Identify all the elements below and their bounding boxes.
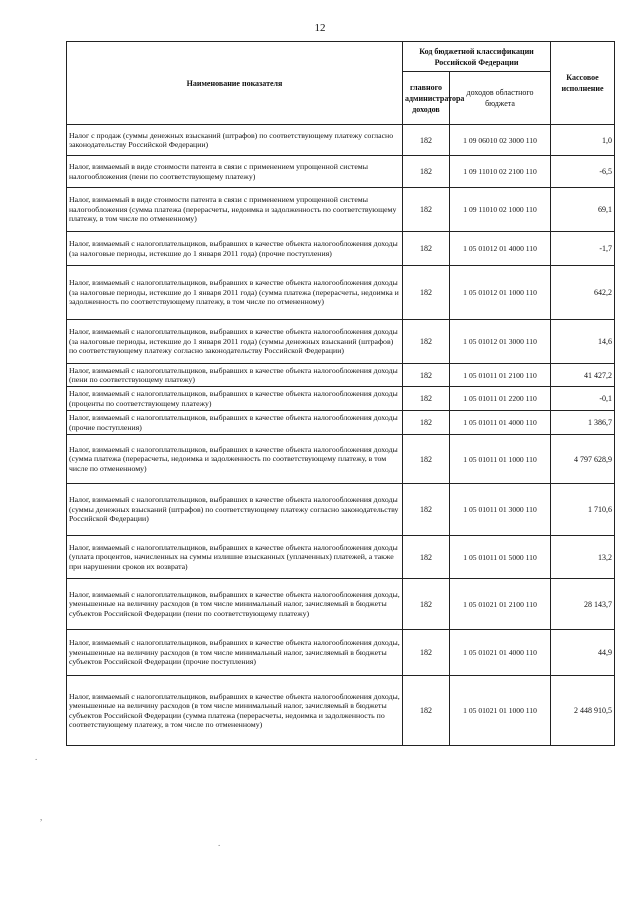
row-sum-cell: 28 143,7 [551,579,615,630]
row-admin-cell: 182 [403,364,450,387]
scan-mark: , [40,812,43,822]
row-code-cell: 1 05 01011 01 2100 110 [450,364,551,387]
row-sum-cell: 14,6 [551,320,615,364]
scan-mark: . [35,752,38,762]
row-code-cell: 1 05 01021 01 1000 110 [450,676,551,746]
table-row [67,484,615,536]
row-name-cell: Налог, взимаемый с налогоплательщиков, выбравших в качестве объекта налогообложения доходы (прочие поступления) [67,411,403,435]
row-sum-cell: 44,9 [551,630,615,676]
header-name: Наименование показателя [67,42,403,125]
row-code-cell: 1 05 01012 01 1000 110 [450,266,551,320]
row-admin-cell: 182 [403,188,450,232]
table-body [67,125,615,746]
row-sum-cell: 1 386,7 [551,411,615,435]
row-name-cell: Налог, взимаемый с налогоплательщиков, выбравших в качестве объекта налогообложения доходы (уплата процентов, начисленных на суммы излишне взысканных (уплаченных) платежей, а также при нарушении сроков их возврата) [67,536,403,579]
row-code-cell: 1 09 11010 02 1000 110 [450,188,551,232]
table-row [67,266,615,320]
row-name-cell: Налог, взимаемый с налогоплательщиков, выбравших в качестве объекта налогообложения доходы (за налоговые периоды, истекшие до 1 января 2011 года) (суммы денежных взысканий (штрафов) по соответствующему платежу согласно законодательству Российской Федерации) [67,320,403,364]
table-row [67,676,615,746]
row-sum-cell: -6,5 [551,156,615,188]
row-admin-cell: 182 [403,232,450,266]
row-sum-cell: 1 710,6 [551,484,615,536]
row-code-cell: 1 05 01011 01 1000 110 [450,435,551,484]
budget-table [66,41,615,746]
row-name-cell: Налог, взимаемый в виде стоимости патента в связи с применением упрощенной системы налогообложения (пени по соответствующему платежу) [67,156,403,188]
row-sum-cell: 13,2 [551,536,615,579]
row-code-cell: 1 05 01012 01 3000 110 [450,320,551,364]
row-admin-cell: 182 [403,484,450,536]
table-row [67,630,615,676]
row-admin-cell: 182 [403,435,450,484]
row-code-cell: 1 09 11010 02 2100 110 [450,156,551,188]
row-code-cell: 1 05 01021 01 4000 110 [450,630,551,676]
row-code-cell: 1 09 06010 02 3000 110 [450,125,551,156]
row-sum-cell: 1,0 [551,125,615,156]
row-admin-cell: 182 [403,536,450,579]
row-code-cell: 1 05 01011 01 5000 110 [450,536,551,579]
row-name-cell: Налог, взимаемый с налогоплательщиков, выбравших в качестве объекта налогообложения доходы (пени по соответствующему платежу) [67,364,403,387]
table-row [67,387,615,411]
row-admin-cell: 182 [403,676,450,746]
row-admin-cell: 182 [403,387,450,411]
row-admin-cell: 182 [403,630,450,676]
row-admin-cell: 182 [403,579,450,630]
row-name-cell: Налог, взимаемый с налогоплательщиков, выбравших в качестве объекта налогообложения доходы, уменьшенные на величину расходов (в том числе минимальный налог, зачисляемый в бюджеты субъектов Российской Федерации (сумма платежа (перерасчеты, недоимка и задолженность по соответствующему платежу, в том числе по отмененному) [67,676,403,746]
row-sum-cell: 2 448 910,5 [551,676,615,746]
row-sum-cell: -1,7 [551,232,615,266]
row-code-cell: 1 05 01021 01 2100 110 [450,579,551,630]
row-code-cell: 1 05 01011 01 3000 110 [450,484,551,536]
table-row [67,156,615,188]
page-number: 12 [314,22,326,34]
row-sum-cell: 41 427,2 [551,364,615,387]
header-income: доходов областного бюджета [450,72,551,125]
row-admin-cell: 182 [403,320,450,364]
row-code-cell: 1 05 01012 01 4000 110 [450,232,551,266]
table-row [67,320,615,364]
row-name-cell: Налог с продаж (суммы денежных взысканий (штрафов) по соответствующему платежу согласно законодательству Российской Федерации) [67,125,403,156]
row-admin-cell: 182 [403,266,450,320]
row-code-cell: 1 05 01011 01 2200 110 [450,387,551,411]
row-name-cell: Налог, взимаемый с налогоплательщиков, выбравших в качестве объекта налогообложения доходы (проценты по соответствующему платежу) [67,387,403,411]
table-row [67,188,615,232]
row-name-cell: Налог, взимаемый с налогоплательщиков, выбравших в качестве объекта налогообложения доходы, уменьшенные на величину расходов (в том числе минимальный налог, зачисляемый в бюджеты субъектов Российской Федерации (пени по соответствующему платежу) [67,579,403,630]
row-admin-cell: 182 [403,125,450,156]
row-name-cell: Налог, взимаемый с налогоплательщиков, выбравших в качестве объекта налогообложения доходы (за налоговые периоды, истекшие до 1 января 2011 года) (сумма платежа (перерасчеты, недоимка и задолженность по соответствующему платежу, в том числе по отмененному) [67,266,403,320]
table-row [67,125,615,156]
row-name-cell: Налог, взимаемый в виде стоимости патента в связи с применением упрощенной системы налогообложения (сумма платежа (перерасчеты, недоимка и задолженность по соответствующему платежу, в том числе по отмененному) [67,188,403,232]
header-bk-code: Код бюджетной классификации Российской Федерации [403,42,551,72]
header-sum: Кассовое исполнение [551,42,615,125]
row-admin-cell: 182 [403,156,450,188]
table-row [67,411,615,435]
row-sum-cell: 4 797 628,9 [551,435,615,484]
header-admin: главного администратора доходов [403,72,450,125]
table-row [67,435,615,484]
row-code-cell: 1 05 01011 01 4000 110 [450,411,551,435]
row-sum-cell: -0,1 [551,387,615,411]
row-admin-cell: 182 [403,411,450,435]
row-sum-cell: 69,1 [551,188,615,232]
row-name-cell: Налог, взимаемый с налогоплательщиков, выбравших в качестве объекта налогообложения доходы (сумма платежа (перерасчеты, недоимка и задолженность по соответствующему платежу, в том числе по отмененному) [67,435,403,484]
table-row [67,579,615,630]
table-row [67,232,615,266]
table-row [67,536,615,579]
row-name-cell: Налог, взимаемый с налогоплательщиков, выбравших в качестве объекта налогообложения доходы, уменьшенные на величину расходов (в том числе минимальный налог, зачисляемый в бюджеты субъектов Российской Федерации (прочие поступления) [67,630,403,676]
scan-mark: . [218,838,221,848]
table-row [67,364,615,387]
row-name-cell: Налог, взимаемый с налогоплательщиков, выбравших в качестве объекта налогообложения доходы (суммы денежных взысканий (штрафов) по соответствующему платежу согласно законодательству Российской Федерации) [67,484,403,536]
row-name-cell: Налог, взимаемый с налогоплательщиков, выбравших в качестве объекта налогообложения доходы (за налоговые периоды, истекшие до 1 января 2011 года) (прочие поступления) [67,232,403,266]
row-sum-cell: 642,2 [551,266,615,320]
